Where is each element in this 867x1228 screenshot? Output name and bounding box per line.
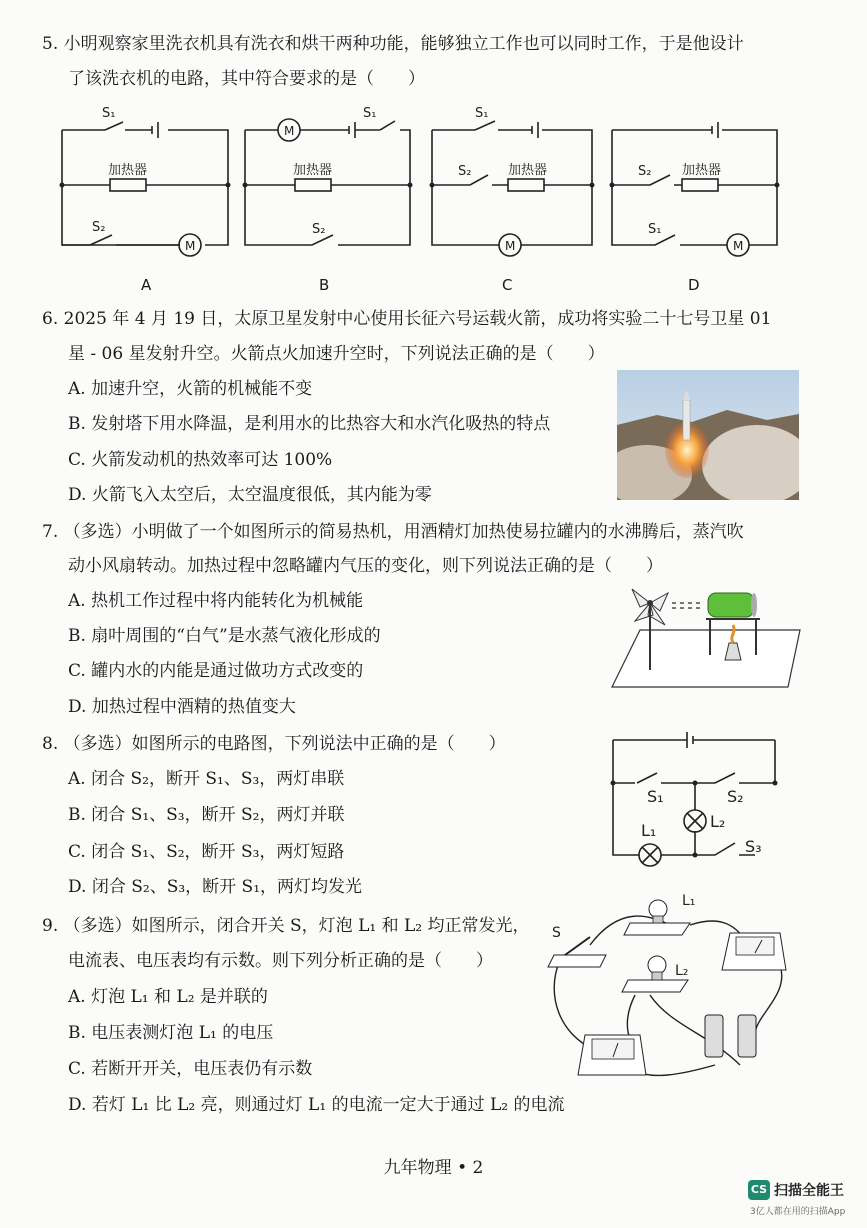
q5-caption-c: C — [502, 276, 513, 294]
q8-option-d: D. 闭合 S₂、S₃，断开 S₁，两灯均发光 — [68, 877, 363, 897]
camscanner-logo-icon: CS — [748, 1180, 770, 1200]
q9-l1-label: L₁ — [682, 893, 696, 909]
rocket-launch-photo — [617, 370, 799, 500]
q7-stem-line2: 动小风扇转动。加热过程中忽略罐内气压的变化，则下列说法正确的是（ ） — [68, 556, 663, 576]
q8-stem: 8. （多选）如图所示的电路图，下列说法中正确的是（ ） — [42, 734, 506, 754]
q5c-s1-label: S₁ — [475, 106, 489, 121]
q9-l2-label: L₂ — [675, 963, 689, 979]
scanner-app-tagline: 3亿人都在用的扫描App — [750, 1207, 846, 1217]
q8-circuit-diagram — [605, 728, 785, 878]
q7-option-c: C. 罐内水的内能是通过做功方式改变的 — [68, 661, 364, 681]
q6-option-c: C. 火箭发动机的热效率可达 100% — [68, 450, 333, 470]
q9-stem-line1: 9. （多选）如图所示，闭合开关 S，灯泡 L₁ 和 L₂ 均正常发光， — [42, 916, 530, 936]
q7-option-d: D. 加热过程中酒精的热值变大 — [68, 697, 296, 717]
q5d-motor-label: M — [733, 239, 744, 253]
q8-option-c: C. 闭合 S₁、S₂，断开 S₃，两灯短路 — [68, 842, 345, 862]
q5-caption-d: D — [688, 276, 700, 294]
q5c-s2-label: S₂ — [458, 164, 472, 179]
q5-caption-b: B — [319, 276, 330, 294]
q8-s2-label: S₂ — [727, 787, 744, 806]
q5c-motor-label: M — [505, 239, 516, 253]
q9-option-c: C. 若断开开关，电压表仍有示数 — [68, 1059, 313, 1079]
simple-heat-engine-illustration — [610, 585, 802, 690]
q5-stem-line1: 5. 小明观察家里洗衣机具有洗衣和烘干两种功能，能够独立工作也可以同时工作，于是他设计 — [42, 34, 744, 54]
q7-stem-line1: 7. （多选）小明做了一个如图所示的简易热机，用酒精灯加热使易拉罐内的水沸腾后，蒸汽吹 — [42, 522, 744, 542]
q5c-heater-label: 加热器 — [508, 163, 548, 178]
q8-option-a: A. 闭合 S₂，断开 S₁、S₃，两灯串联 — [68, 769, 345, 789]
q5d-heater-label: 加热器 — [682, 163, 722, 178]
q7-option-b: B. 扇叶周围的“白气”是水蒸气液化形成的 — [68, 626, 381, 646]
q8-s3-label: S₃ — [745, 837, 762, 856]
q5b-motor-label: M — [284, 124, 295, 138]
q5d-s2-label: S₂ — [638, 164, 652, 179]
q5-circuit-diagrams — [50, 95, 790, 265]
q6-stem-line2: 星 - 06 星发射升空。火箭点火加速升空时，下列说法正确的是（ ） — [68, 344, 605, 364]
q9-option-d: D. 若灯 L₁ 比 L₂ 亮，则通过灯 L₁ 的电流一定大于通过 L₂ 的电流 — [68, 1095, 565, 1115]
q8-s1-label: S₁ — [647, 787, 664, 806]
q5a-motor-label: M — [185, 239, 196, 253]
q5b-heater-label: 加热器 — [293, 163, 333, 178]
q9-option-a: A. 灯泡 L₁ 和 L₂ 是并联的 — [68, 987, 268, 1007]
q8-option-b: B. 闭合 S₁、S₃，断开 S₂，两灯并联 — [68, 805, 345, 825]
q5a-s2-label: S₂ — [92, 220, 106, 235]
page-footer: 九年物理 • 2 — [383, 1158, 484, 1178]
q5-caption-a: A — [141, 276, 152, 294]
q7-option-a: A. 热机工作过程中将内能转化为机械能 — [68, 591, 364, 611]
q9-stem-line2: 电流表、电压表均有示数。则下列分析正确的是（ ） — [68, 951, 493, 971]
q5-stem-line2: 了该洗衣机的电路，其中符合要求的是（ ） — [68, 69, 425, 89]
q8-l2-label: L₂ — [710, 812, 726, 831]
q9-option-b: B. 电压表测灯泡 L₁ 的电压 — [68, 1023, 274, 1043]
q5a-heater-label: 加热器 — [108, 163, 148, 178]
q9-switch-label: S — [552, 925, 561, 941]
scanner-app-name: 扫描全能王 — [774, 1183, 844, 1199]
q5b-s2-label: S₂ — [312, 222, 326, 237]
q5d-s1-label: S₁ — [648, 222, 662, 237]
q6-option-a: A. 加速升空，火箭的机械能不变 — [68, 379, 313, 399]
q5b-s1-label: S₁ — [363, 106, 377, 121]
q6-option-b: B. 发射塔下用水降温，是利用水的比热容大和水汽化吸热的特点 — [68, 414, 551, 434]
q6-option-d: D. 火箭飞入太空后，太空温度很低，其内能为零 — [68, 485, 432, 505]
q5a-s1-label: S₁ — [102, 106, 116, 121]
q9-physical-circuit-illustration — [540, 885, 800, 1085]
q6-stem-line1: 6. 2025 年 4 月 19 日，太原卫星发射中心使用长征六号运载火箭，成功将实验二十七号卫星 01 — [42, 309, 772, 329]
q8-l1-label: L₁ — [641, 821, 657, 840]
